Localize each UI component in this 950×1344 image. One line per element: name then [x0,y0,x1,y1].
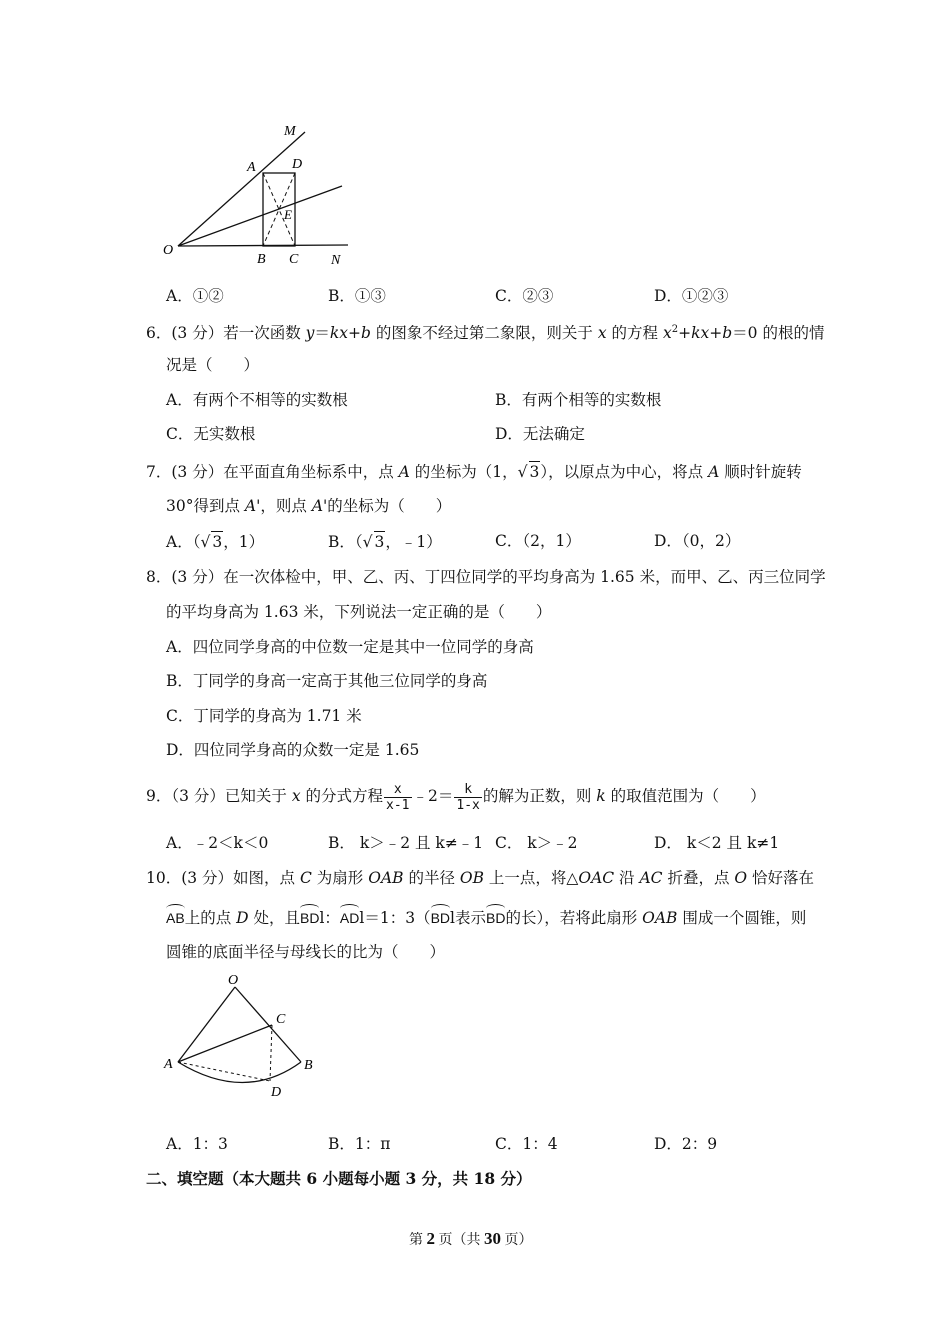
page-total: 30 [484,1229,501,1248]
fraction-k-over-1-minus-x: $\frac{k}{1-x}$ [456,781,480,813]
label-A: A [164,1057,173,1072]
q9-option-a: A．﹣2＜k＜0 [166,834,269,852]
label-C: C [276,1012,286,1027]
q5-option-c: C．②③ [495,287,554,305]
q9-option-b: B． k＞﹣2 且 k≠﹣1 [328,834,484,852]
q6-option-c: C．无实数根 [166,425,256,443]
q5-option-a: A．①② [166,287,224,305]
label-C: C [289,252,299,267]
label-B: B [304,1058,313,1073]
q10-line3: 圆锥的底面半径与母线长的比为（ ） [166,943,446,961]
label-O: O [228,973,239,988]
q6-option-a: A．有两个不相等的实数根 [166,391,348,409]
sector-fold-figure [155,965,335,1105]
label-O: O [163,243,174,258]
q10-option-c: C．1：4 [495,1135,558,1153]
q9-option-c: C． k＞﹣2 [495,834,578,852]
label-E: E [284,207,292,222]
q8-option-d: D．四位同学身高的众数一定是 1.65 [166,741,420,759]
section-heading: 二、填空题（本大题共 6 小题每小题 3 分，共 18 分） [146,1169,532,1188]
page-footer: 第 2 页（共 30 页） [409,1229,533,1248]
angle-rectangle-figure [150,115,370,275]
q10-option-a: A．1：3 [166,1135,228,1153]
q5-option-d: D．①②③ [654,287,729,305]
q10-line2: AB上的点 D 处，且BDl：ADl＝1：3（BDl表示BD的长），若将此扇形 OAB 围成一个圆锥，则 [166,904,806,928]
q7-option-d: D．（0，2） [654,532,741,550]
q8-line1: 8．(3 分）在一次体检中，甲、乙、丙、丁四位同学的平均身高为 1.65 米，而甲、乙、丙三位同学 [146,568,826,586]
q7-line2: 30°得到点 A'，则点 A'的坐标为（ ） [166,497,452,515]
q7-option-c: C．（2，1） [495,532,581,550]
q9-line: 9．（3 分）已知关于 x 的分式方程 $\frac{x}{x-1}$ ﹣2＝ $\frac{k}{1-x}$ 的解为正数，则 k 的取值范围为（ ） [146,781,766,813]
q8-option-c: C．丁同学的身高为 1.71 米 [166,707,362,725]
q6-option-b: B．有两个相等的实数根 [495,391,662,409]
label-A: A [247,160,256,175]
page-number: 2 [426,1229,435,1248]
q8-option-a: A．四位同学身高的中位数一定是其中一位同学的身高 [166,638,534,656]
q7-option-b: B．（√ 3，﹣1） [328,533,442,551]
sqrt-symbol: √ [517,463,528,481]
label-D: D [292,157,303,172]
label-N: N [331,253,341,268]
q10-line1: 10．(3 分）如图，点 C 为扇形 OAB 的半径 OB 上一点，将△OAC 沿 AC 折叠，点 O 恰好落在 [146,869,815,887]
q8-line2: 的平均身高为 1.63 米，下列说法一定正确的是（ ） [166,603,552,621]
q6-line2: 况是（ ） [166,356,260,374]
fraction-x-over-x-minus-1: $\frac{x}{x-1}$ [386,781,410,813]
label-B: B [257,252,266,267]
q8-option-b: B．丁同学的身高一定高于其他三位同学的身高 [166,672,488,690]
q7-line1: 7．(3 分）在平面直角坐标系中，点 A 的坐标为（1，√ 3），以原点为中心，将点 A 顺时针旋转 [146,463,802,481]
q10-option-b: B．1：π [328,1135,391,1153]
q9-option-d: D． k＜2 且 k≠1 [654,834,780,852]
q6-line1: 6．(3 分）若一次函数 y＝kx+b 的图象不经过第二象限，则关于 x 的方程 $x^2+kx+b=0$ 的根的情 [146,324,825,343]
q7-option-a: A．（√ 3，1） [166,533,265,551]
q10-option-d: D．2：9 [654,1135,718,1153]
label-M: M [284,124,296,139]
q5-option-b: B．①③ [328,287,386,305]
q6-option-d: D．无法确定 [495,425,585,443]
label-D: D [271,1085,282,1100]
